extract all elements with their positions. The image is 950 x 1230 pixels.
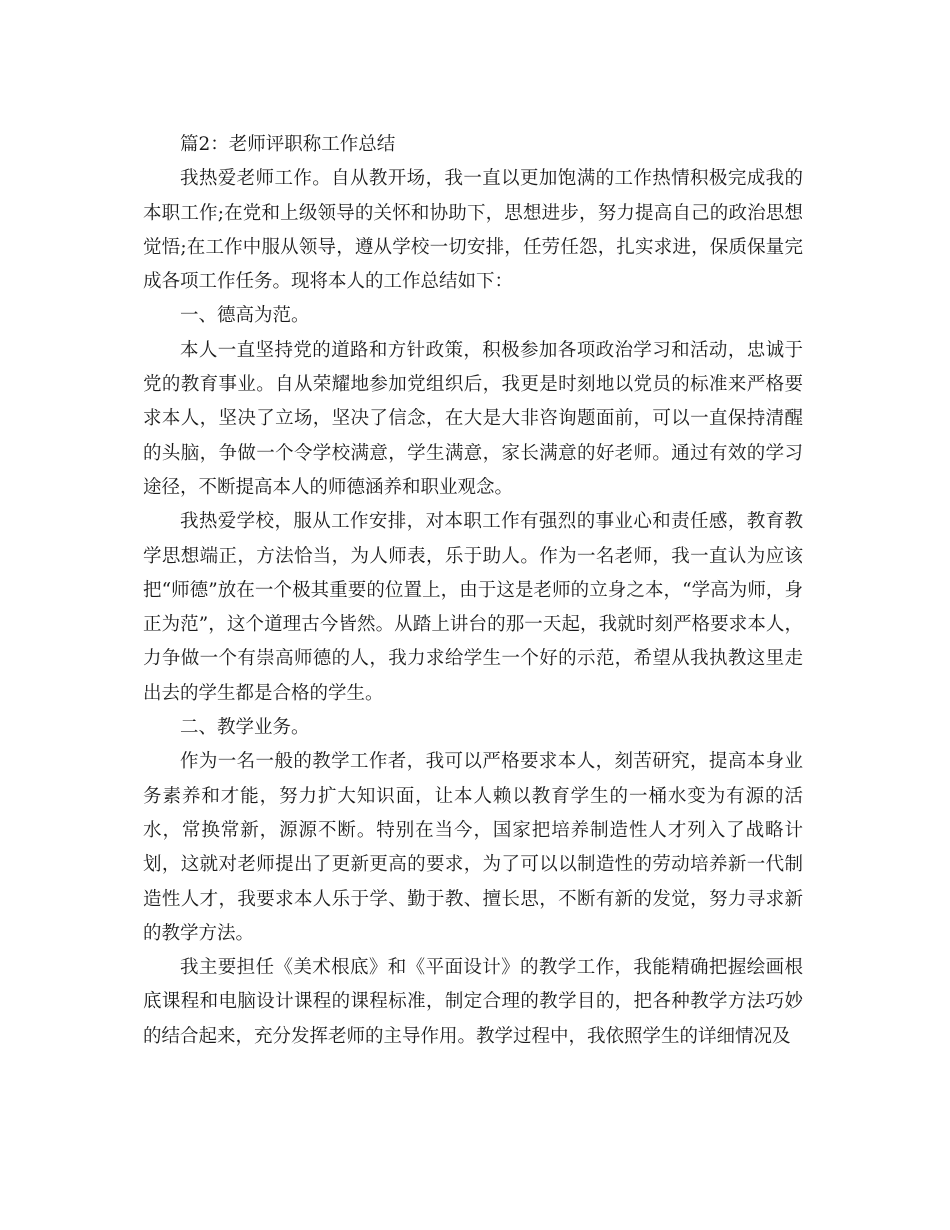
paragraph-section-1-a: 本人一直坚持党的道路和方针政策，积极参加各项政治学习和活动，忠诚于党的教育事业。自从荣耀地参加党组织后，我更是时刻地以党员的标准来严格要求本人，坚决了立场，坚决了信念，在大是大非咨询题面前，可以一直保持清醒的头脑，争做一个令学校满意，学生满意，家长满意的好老师。通过有效的学习途径，不断提高本人的师德涵养和职业观念。 [143,339,803,498]
section-heading-2: 二、教学业务。 [180,717,310,739]
paragraph-intro: 我热爱老师工作。自从教开场，我一直以更加饱满的工作热情积极完成我的本职工作;在党和上级领导的关怀和协助下，思想进步，努力提高自己的政治思想觉悟;在工作中服从领导，遵从学校一切安排，任劳任怨，扎实求进，保质保量完成各项工作任务。现将本人的工作总结如下： [143,168,803,293]
paragraph-section-1-b: 我热爱学校，服从工作安排，对本职工作有强烈的事业心和责任感，教育教学思想端正，方法恰当，为人师表，乐于助人。作为一名老师，我一直认为应该把“师德”放在一个极其重要的位置上，由于这是老师的立身之本，“学高为师，身正为范”，这个道理古今皆然。从踏上讲台的那一天起，我就时刻严格要求本人，力争做一个有崇高师德的人，我力求给学生一个好的示范，希望从我执教这里走出去的学生都是合格的学生。 [143,511,803,704]
document-title: 篇2：老师评职称工作总结 [180,134,396,155]
paragraph-section-2-a: 作为一名一般的教学工作者，我可以严格要求本人，刻苦研究，提高本身业务素养和才能，努力扩大知识面，让本人赖以教育学生的一桶水变为有源的活水，常换常新，源源不断。特别在当今，国家把培养制造性人才列入了战略计划，这就对老师提出了更新更高的要求，为了可以以制造性的劳动培养新一代制造性人才，我要求本人乐于学、勤于教、擅长思，不断有新的发觉，努力寻求新的教学方法。 [143,751,803,944]
section-heading-1: 一、德高为范。 [180,305,310,327]
paragraph-section-2-b: 我主要担任《美术根底》和《平面设计》的教学工作，我能精确把握绘画根底课程和电脑设计课程的课程标准，制定合理的教学目的，把各种教学方法巧妙的结合起来，充分发挥老师的主导作用。教学过程中，我依照学生的详细情况及 [143,957,803,1047]
document-body [143,128,803,1054]
